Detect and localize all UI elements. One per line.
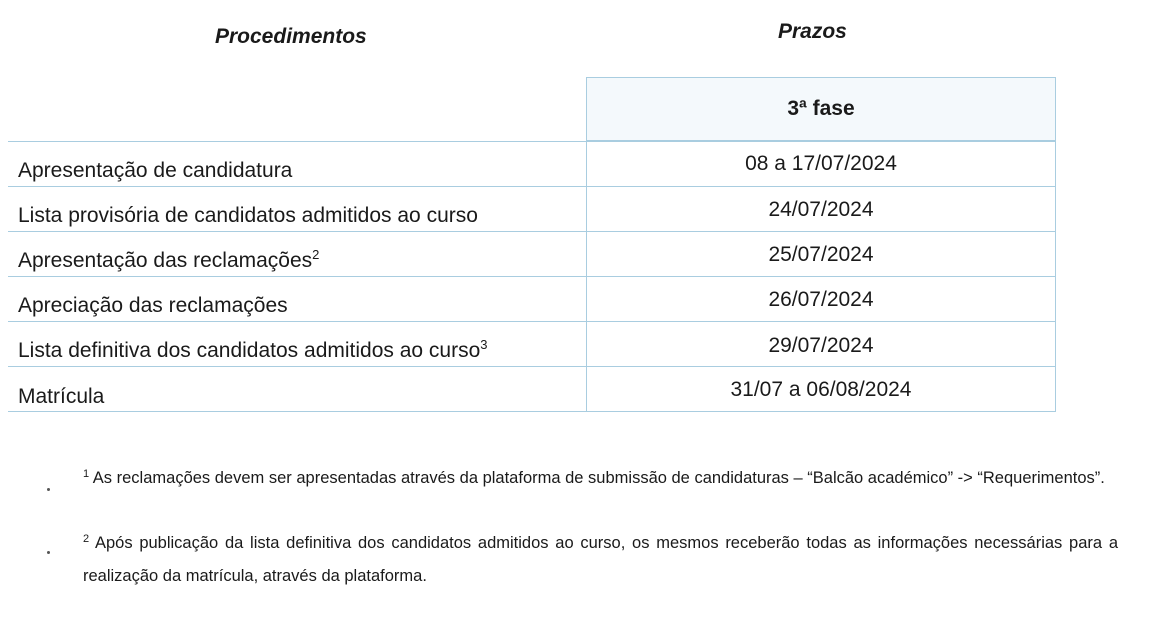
bullet-icon	[47, 551, 50, 554]
row-divider	[8, 141, 1056, 142]
table-row-date: 26/07/2024	[768, 288, 874, 311]
table-row-date: 31/07 a 06/08/2024	[730, 378, 912, 401]
table-row-label: Apreciação das reclamações	[18, 294, 288, 317]
row-divider	[8, 366, 1056, 367]
table-row-date: 29/07/2024	[768, 334, 874, 357]
table-row-label: Lista provisória de candidatos admitidos ao curso	[18, 204, 478, 227]
row-divider	[8, 321, 1056, 322]
prazos-header: Prazos	[778, 20, 847, 43]
footnote-2: $^2$ Após publicação da lista definitiva dos candidatos admitidos ao curso, os mesmos receberão todas as informações necessárias para a realização da matrícula, através da plataforma.	[83, 533, 1118, 585]
table-row-label: Apresentação de candidatura	[18, 159, 293, 182]
fase-label: 3ª fase	[787, 97, 855, 120]
footnote-ref: 2	[312, 247, 320, 262]
row-divider	[8, 411, 1056, 412]
table-row-label: Matrícula	[18, 385, 105, 408]
row-divider	[8, 186, 1056, 187]
procedimentos-header: Procedimentos	[215, 25, 367, 48]
table-row-date: 25/07/2024	[768, 243, 874, 266]
footnote-1: $^1$ As reclamações devem ser apresentadas através da plataforma de submissão de candidaturas – “Balcão académico” -> “Requerimentos”.	[83, 468, 1105, 487]
table-row-date: 24/07/2024	[768, 198, 874, 221]
table-row-date: 08 a 17/07/2024	[745, 152, 897, 175]
table-row-label: Lista definitiva dos candidatos admitidos ao curso$^3$	[18, 337, 488, 362]
row-divider	[8, 231, 1056, 232]
bullet-icon	[47, 488, 50, 491]
row-divider	[8, 276, 1056, 277]
footnote-ref: 3	[480, 337, 488, 352]
table-row-label: Apresentação das reclamações$^2$	[18, 247, 320, 272]
